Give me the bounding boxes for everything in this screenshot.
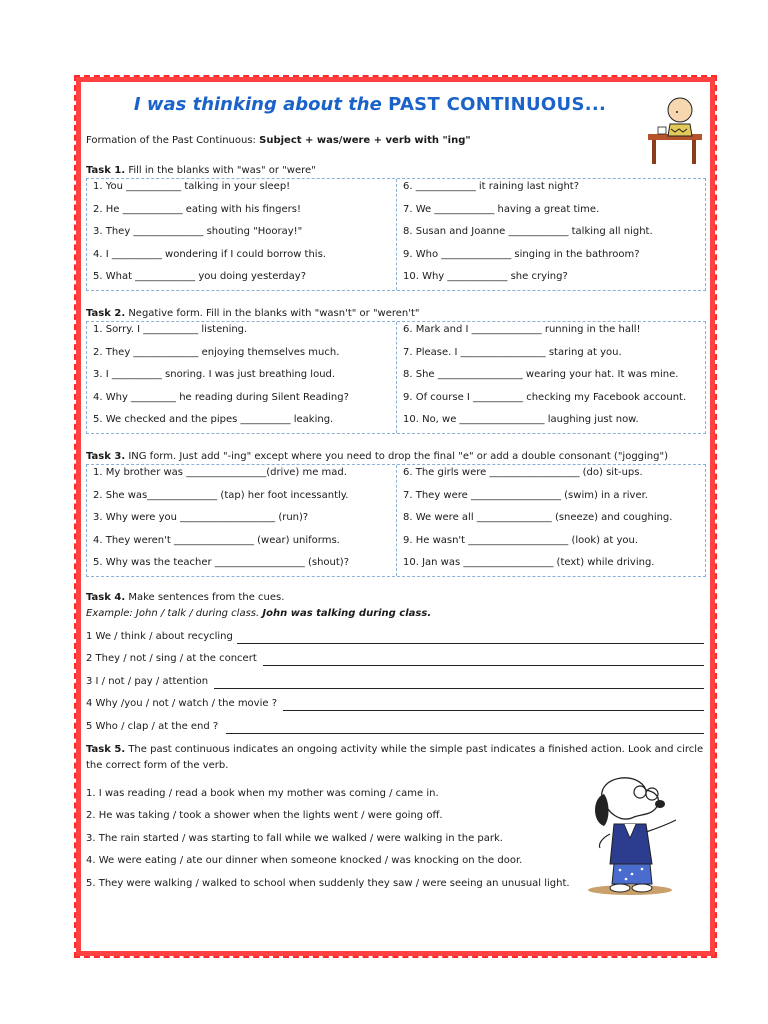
task4-cue-4: 4 Why /you / not / watch / the movie ?: [86, 698, 278, 709]
task1-heading: [86, 165, 316, 176]
task2-table: [86, 321, 706, 434]
task4-heading: [86, 592, 284, 603]
task1-item-8: 8. Susan and Joanne ____________ talking all night.: [403, 226, 653, 237]
task5-label: Task 5.: [86, 744, 126, 755]
task4-answer-line-4[interactable]: [283, 710, 704, 711]
task2-item-8: 8. She _________________ wearing your hat. It was mine.: [403, 369, 679, 380]
task2-item-7: 7. Please. I _________________ staring at you.: [403, 347, 622, 358]
task3-item-7: 7. They were __________________ (swim) in a river.: [403, 490, 648, 501]
page-title: [90, 94, 650, 115]
task3-label: Task 3.: [86, 451, 126, 462]
task3-item-3: 3. Why were you ___________________ (run)?: [93, 512, 309, 523]
task1-item-1: 1. You ___________ talking in your sleep!: [93, 181, 291, 192]
task4-answer-line-3[interactable]: [214, 688, 704, 689]
task1-table: [86, 178, 706, 291]
task1-item-7: 7. We ____________ having a great time.: [403, 204, 600, 215]
task3-left-column: [87, 465, 396, 576]
task2-item-10: 10. No, we _________________ laughing just now.: [403, 414, 639, 425]
task5-item-4: 4. We were eating / ate our dinner when someone knocked / was knocking on the door.: [86, 855, 523, 866]
task2-heading: [86, 308, 420, 319]
task1-item-6: 6. ____________ it raining last night?: [403, 181, 580, 192]
task2-right-column: [396, 322, 706, 433]
title-italic: I was thinking about the: [133, 94, 382, 115]
task4-answer-line-2[interactable]: [263, 665, 704, 666]
task4-cue-3: 3 I / not / pay / attention: [86, 676, 209, 687]
task3-item-6: 6. The girls were __________________ (do) sit-ups.: [403, 467, 643, 478]
task2-item-9: 9. Of course I __________ checking my Facebook account.: [403, 392, 687, 403]
formation-label: Formation of the Past Continuous:: [86, 135, 256, 146]
task5-item-1: 1. I was reading / read a book when my mother was coming / came in.: [86, 788, 439, 799]
task4-instruction: Make sentences from the cues.: [128, 592, 285, 603]
task2-item-6: 6. Mark and I ______________ running in the hall!: [403, 324, 641, 335]
task3-right-column: [396, 465, 706, 576]
task5-item-2: 2. He was taking / took a shower when the lights went / were going off.: [86, 810, 443, 821]
title-caps: PAST CONTINUOUS...: [388, 94, 607, 115]
task4-answer-line-5[interactable]: [226, 733, 704, 734]
task2-left-column: [87, 322, 396, 433]
task4-example: [86, 608, 431, 619]
task2-item-5: 5. We checked and the pipes __________ leaking.: [93, 414, 334, 425]
task3-item-2: 2. She was______________ (tap) her foot incessantly.: [93, 490, 349, 501]
task1-left-column: [87, 179, 396, 290]
task2-item-4: 4. Why _________ he reading during Silent Reading?: [93, 392, 349, 403]
task1-label: Task 1.: [86, 165, 126, 176]
task3-item-5: 5. Why was the teacher __________________ (shout)?: [93, 557, 350, 568]
task3-instruction: ING form. Just add "-ing" except where you need to drop the final "e" or add a double consonant ("jogging"): [128, 451, 668, 462]
task1-right-column: [396, 179, 706, 290]
snoopy-illustration: [580, 768, 690, 898]
task1-instruction: Fill in the blanks with "was" or "were": [128, 165, 316, 176]
task5-item-5: 5. They were walking / walked to school when suddenly they saw / were seeing an unusual light.: [86, 878, 570, 889]
task4-example-answer: John was talking during class.: [262, 608, 432, 619]
task5-item-3: 3. The rain started / was starting to fall while we walked / were walking in the park.: [86, 833, 503, 844]
task4-answer-line-1[interactable]: [237, 643, 704, 644]
task2-item-2: 2. They _____________ enjoying themselves much.: [93, 347, 340, 358]
charlie-brown-illustration: [644, 94, 706, 166]
task1-item-3: 3. They ______________ shouting "Hooray!": [93, 226, 303, 237]
task3-item-8: 8. We were all _______________ (sneeze) and coughing.: [403, 512, 673, 523]
task1-item-10: 10. Why ____________ she crying?: [403, 271, 568, 282]
task3-item-9: 9. He wasn't ____________________ (look) at you.: [403, 535, 639, 546]
task3-item-1: 1. My brother was ________________(drive) me mad.: [93, 467, 347, 478]
task1-item-5: 5. What ____________ you doing yesterday?: [93, 271, 307, 282]
task4-cue-5: 5 Who / clap / at the end ?: [86, 721, 219, 732]
task3-heading: [86, 451, 668, 462]
task4-label: Task 4.: [86, 592, 126, 603]
task1-item-4: 4. I __________ wondering if I could borrow this.: [93, 249, 326, 260]
task1-item-2: 2. He ____________ eating with his fingers!: [93, 204, 301, 215]
task2-item-3: 3. I __________ snoring. I was just breathing loud.: [93, 369, 336, 380]
task1-item-9: 9. Who ______________ singing in the bathroom?: [403, 249, 640, 260]
formation-line: [86, 135, 471, 146]
task3-item-4: 4. They weren't ________________ (wear) uniforms.: [93, 535, 340, 546]
task4-cue-1: 1 We / think / about recycling: [86, 631, 233, 642]
task2-instruction: Negative form. Fill in the blanks with "wasn't" or "weren't": [128, 308, 420, 319]
task3-item-10: 10. Jan was __________________ (text) while driving.: [403, 557, 655, 568]
task4-example-prefix: Example: John / talk / during class.: [86, 608, 260, 619]
formation-rule: Subject + was/were + verb with "ing": [259, 135, 471, 146]
task3-table: [86, 464, 706, 577]
task4-cue-2: 2 They / not / sing / at the concert: [86, 653, 257, 664]
task2-item-1: 1. Sorry. I ___________ listening.: [93, 324, 248, 335]
task5-instruction: The past continuous indicates an ongoing activity while the simple past indicates a finished action. Look and circle the correct form of the verb.: [86, 744, 704, 771]
task2-label: Task 2.: [86, 308, 126, 319]
